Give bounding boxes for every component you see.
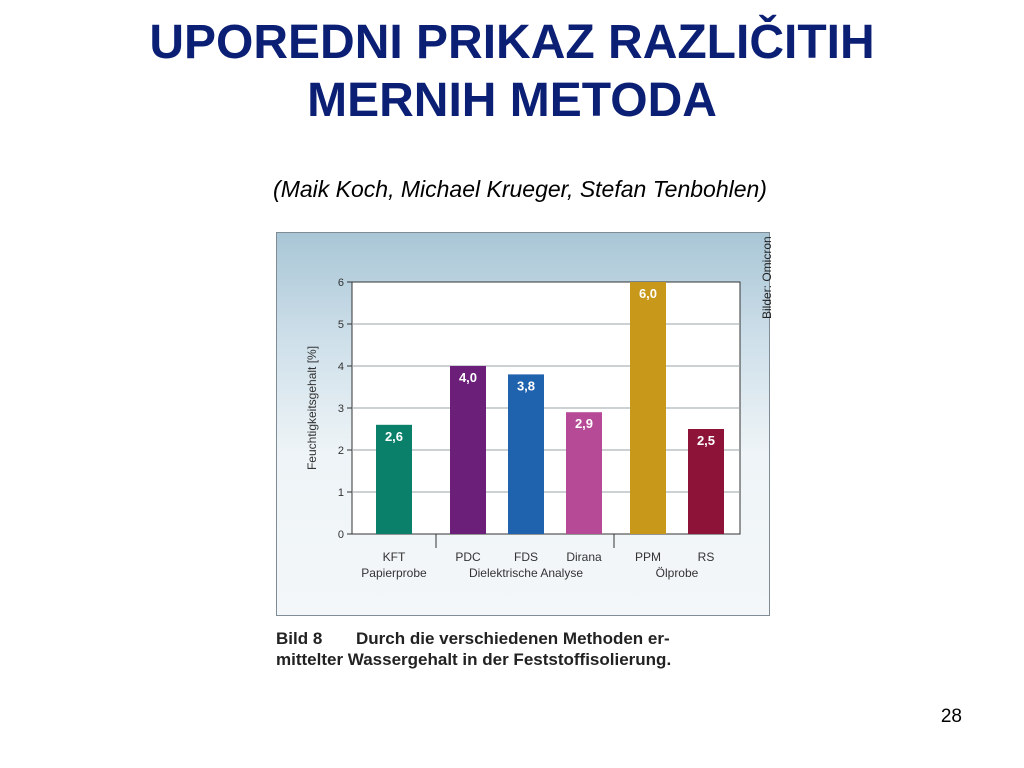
caption-line-1: Durch die verschiedenen Methoden er- xyxy=(356,629,670,648)
x-tick-label: PDC xyxy=(455,550,481,564)
bar-value-label: 6,0 xyxy=(638,286,658,301)
x-group-label: Dielektrische Analyse xyxy=(468,566,584,580)
y-tick-label: 4 xyxy=(337,361,344,373)
x-group-label: Papierprobe xyxy=(361,566,427,580)
y-tick-label: 6 xyxy=(337,277,344,289)
y-axis-label: Feuchtigkeitsgehalt [%] xyxy=(305,345,319,471)
x-tick-label: RS xyxy=(697,550,715,564)
bar-ppm xyxy=(630,282,666,534)
bar-pdc xyxy=(450,366,486,534)
bar-fds xyxy=(508,374,544,534)
y-tick-label: 5 xyxy=(337,319,344,331)
image-credit: Bilder: Omicron xyxy=(760,236,774,319)
x-tick-label: PPM xyxy=(634,550,662,564)
x-group-label: Ölprobe xyxy=(655,566,699,580)
x-tick-label: FDS xyxy=(514,550,538,564)
x-axis xyxy=(361,534,714,580)
slide-title-line-1: UPOREDNI PRIKAZ RAZLIČITIH xyxy=(149,16,875,69)
bar-value-label: 2,9 xyxy=(574,416,594,432)
y-tick-label: 1 xyxy=(337,487,344,499)
authors: (Maik Koch, Michael Krueger, Stefan Tenbohlen) xyxy=(273,176,767,202)
slide-title-line-2: MERNIH METODA xyxy=(307,74,717,127)
page-number: 28 xyxy=(940,706,962,727)
figure-caption xyxy=(276,628,796,670)
y-tick-label: 3 xyxy=(337,403,344,415)
bar-value-label: 2,5 xyxy=(696,433,716,448)
bar-value-label: 4,0 xyxy=(458,370,478,385)
y-axis xyxy=(338,277,352,541)
caption-label: Bild 8 xyxy=(276,629,323,648)
bar-value-label: 2,6 xyxy=(384,428,404,444)
x-tick-label: KFT xyxy=(382,550,406,564)
y-tick-label: 0 xyxy=(337,529,344,541)
bar-value-label: 3,8 xyxy=(516,378,536,394)
caption-line-2: mittelter Wassergehalt in der Feststoffisolierung. xyxy=(276,650,672,669)
y-tick-label: 2 xyxy=(337,445,344,457)
x-tick-label: Dirana xyxy=(566,550,602,564)
